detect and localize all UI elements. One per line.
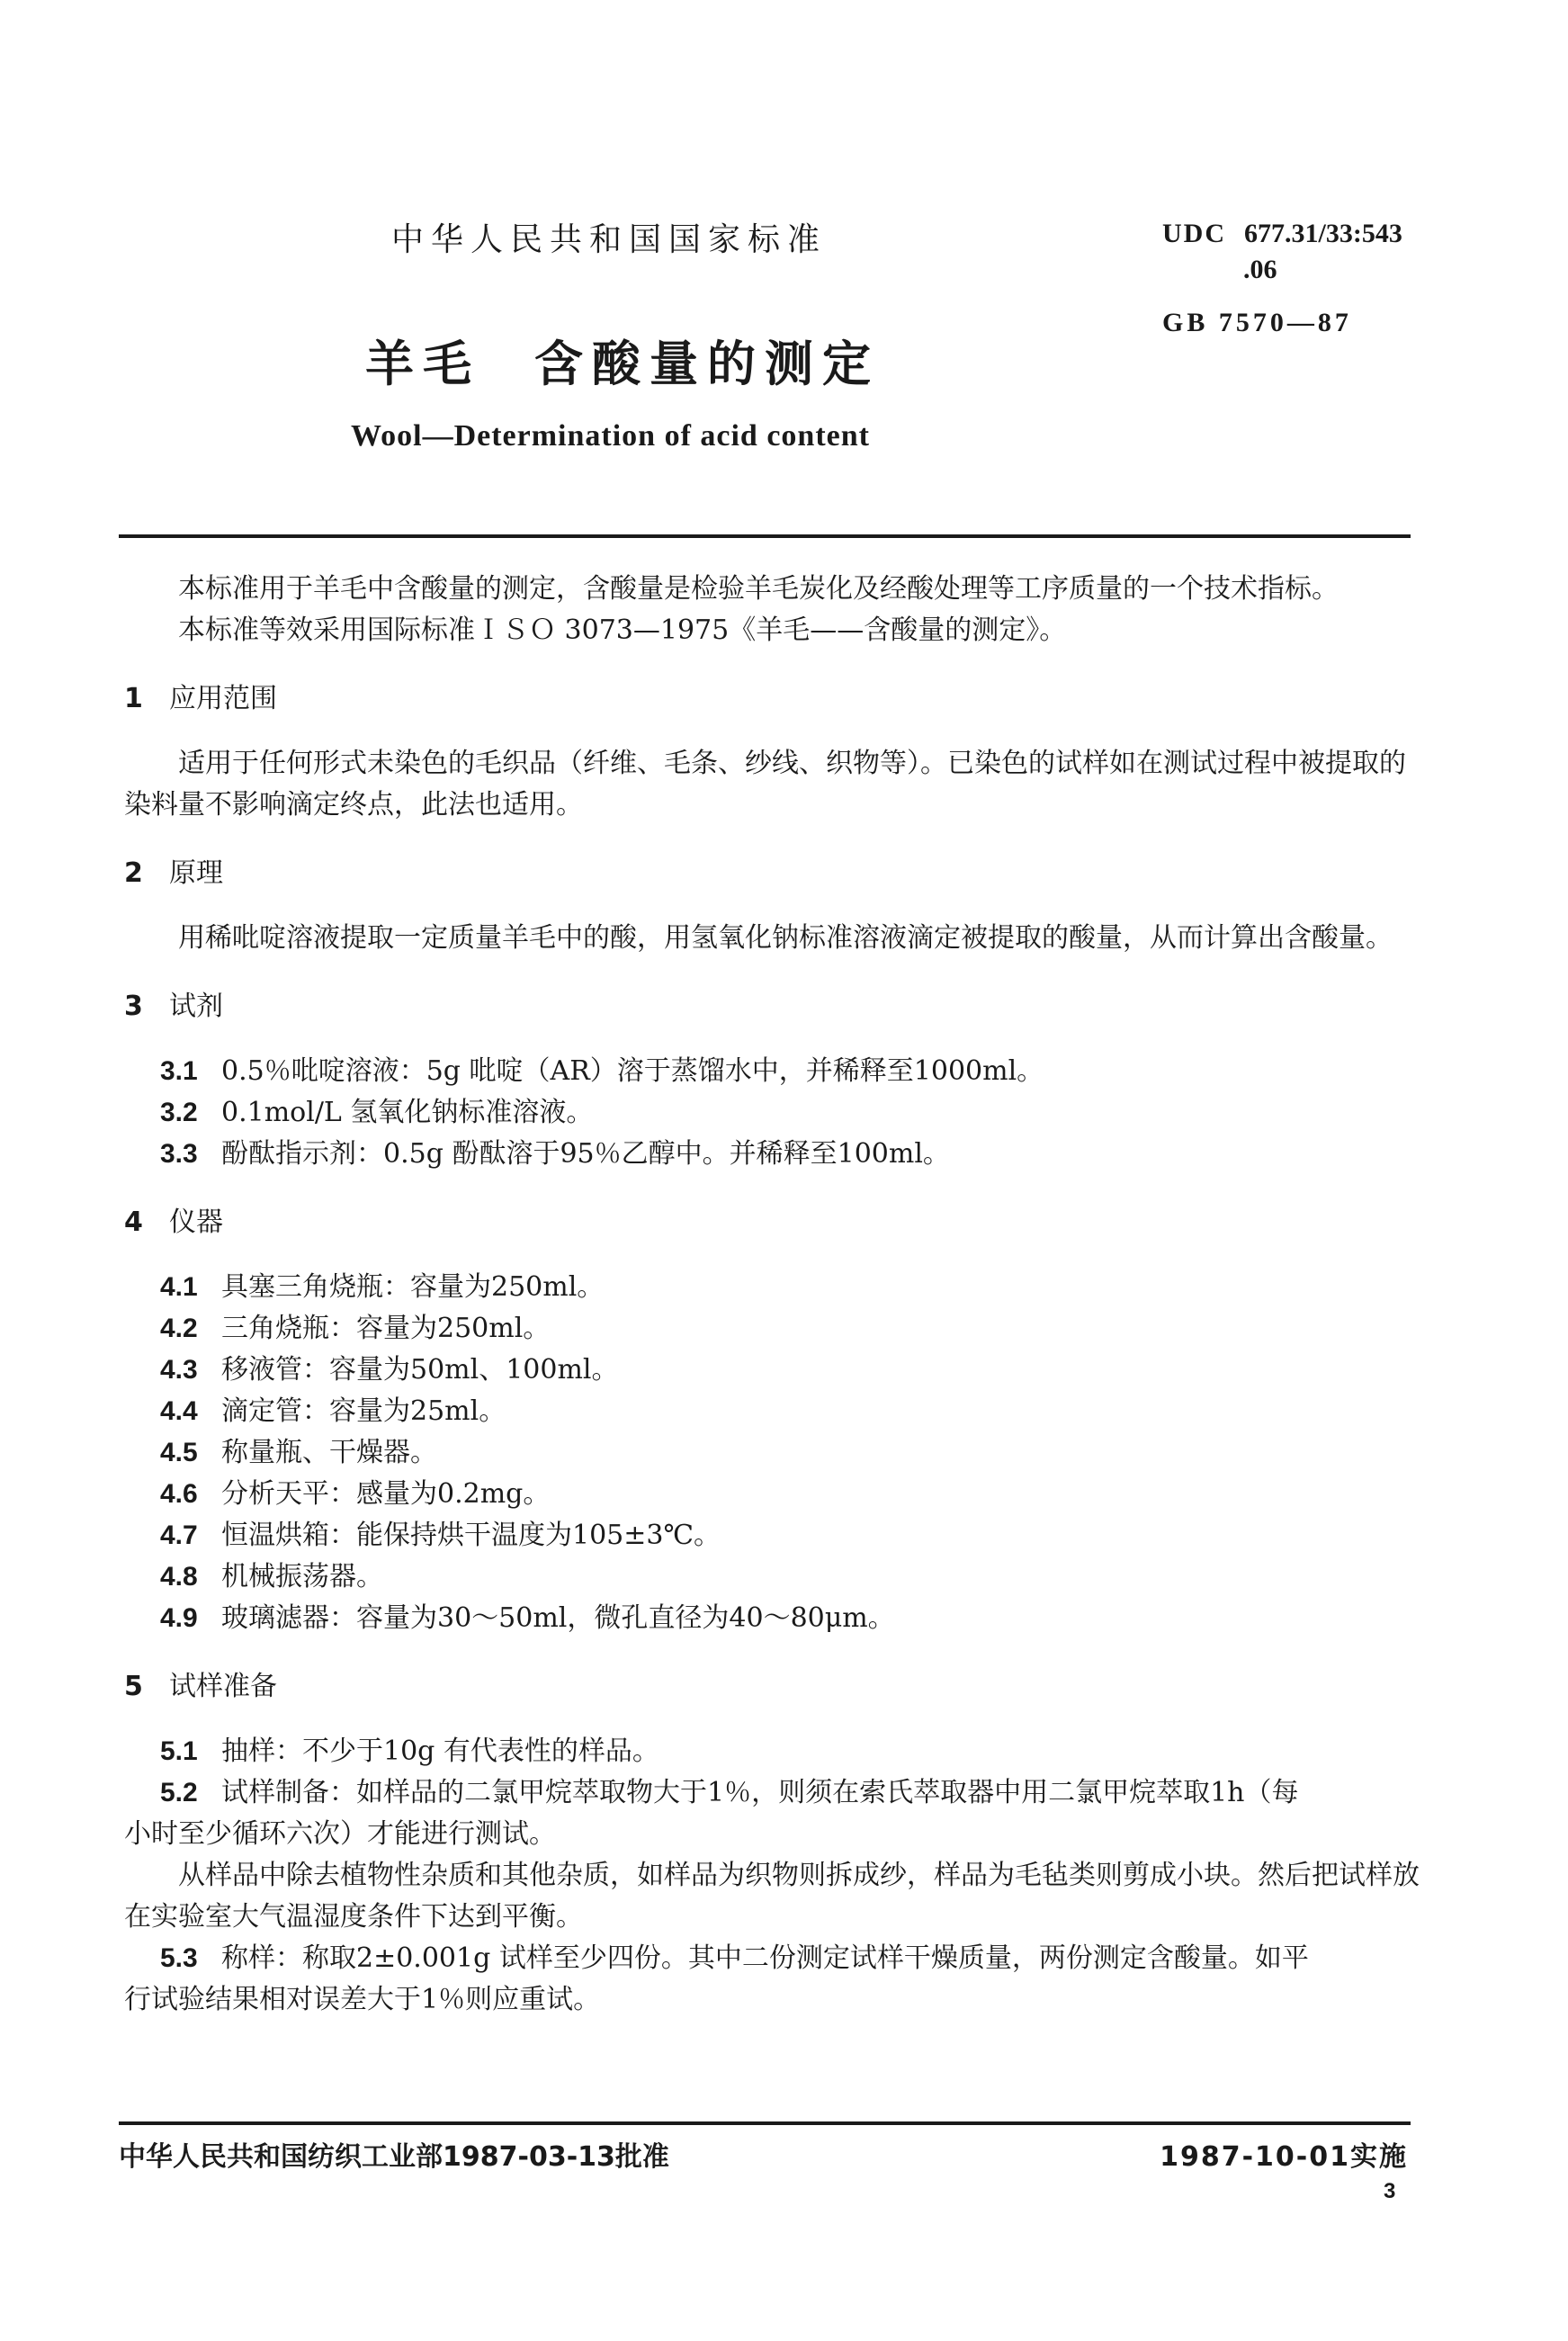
item-4-7: 4.7 恒温烘箱：能保持烘干温度为105±3℃。 [160,1520,721,1551]
item-4-1: 4.1 具塞三角烧瓶：容量为250ml。 [160,1271,605,1303]
document-title-en: Wool—Determination of acid content [351,419,870,453]
section-1-text: 适用于任何形式未染色的毛织品（纤维、毛条、纱线、织物等）。已染色的试样如在测试过程中被提取的染料量不影响滴定终点，此法也适用。 [124,748,1406,821]
title-cn-part1: 羊毛 [365,336,480,392]
intro-paragraph-1: 本标准用于羊毛中含酸量的测定，含酸量是检验羊毛炭化及经酸处理等工序质量的一个技术指标。 [178,573,1339,605]
item-3-1: 3.1 0.5％吡啶溶液：5g 吡啶（AR）溶于蒸馏水中，并稀释至1000ml。 [160,1055,1044,1087]
item-5-3-continuation: 行试验结果相对误差大于1％则应重试。 [124,1984,601,2015]
section-2-text: 用稀吡啶溶液提取一定质量羊毛中的酸，用氢氧化钠标准溶液滴定被提取的酸量，从而计算出含酸量。 [178,922,1393,954]
udc-label: UDC [1162,219,1226,248]
item-3-2: 3.2 0.1mol/L 氢氧化钠标准溶液。 [160,1097,594,1128]
document-body [124,569,1420,2021]
item-5-2: 5.2 试样制备：如样品的二氯甲烷萃取物大于1％，则须在索氏萃取器中用二氯甲烷萃取1h（每 [160,1777,1299,1808]
section-heading-4: 4 仪器 [124,1206,223,1238]
section-heading-5: 5 试样准备 [124,1671,277,1702]
item-5-3: 5.3 称样：称取2±0.001g 试样至少四份。其中二份测定试样干燥质量，两份测定含酸量。如平 [160,1942,1309,1974]
udc-code: 677.31/33:543 [1244,219,1402,248]
gb-standard-number: GB 7570—87 [1162,308,1352,337]
item-4-2: 4.2 三角烧瓶：容量为250ml。 [160,1313,551,1344]
item-5-2-continuation: 小时至少循环六次）才能进行测试。 [124,1818,556,1850]
udc-code-continuation: .06 [1243,255,1277,284]
section-heading-2: 2 原理 [124,857,223,889]
section-heading-1: 1 应用范围 [124,683,277,714]
item-4-5: 4.5 称量瓶、干燥器。 [160,1437,437,1468]
approval-line: 中华人民共和国纺织工业部1987-03-13批准 [119,2141,669,2173]
item-5-1: 5.1 抽样：不少于10g 有代表性的样品。 [160,1736,659,1767]
bottom-rule [119,2121,1411,2125]
item-4-8: 4.8 机械振荡器。 [160,1561,383,1592]
section-heading-3: 3 试剂 [124,991,223,1022]
item-4-3: 4.3 移液管：容量为50ml、100ml。 [160,1354,619,1386]
intro-paragraph-2: 本标准等效采用国际标准ＩＳＯ 3073—1975《羊毛——含酸量的测定》。 [178,614,1067,646]
item-4-4: 4.4 滴定管：容量为25ml。 [160,1395,506,1427]
document-title-cn [365,326,880,395]
implementation-date: 1987-10-01实施 [1160,2141,1408,2173]
udc-classification [1162,216,1402,288]
item-4-6: 4.6 分析天平：感量为0.2mg。 [160,1478,551,1510]
national-standard-header: 中华人民共和国国家标准 [391,221,828,258]
item-3-3: 3.3 酚酞指示剂：0.5g 酚酞溶于95％乙醇中。并稀释至100ml。 [160,1138,950,1170]
title-cn-part2: 含酸量的测定 [534,336,880,392]
item-4-9: 4.9 玻璃滤器：容量为30～50ml，微孔直径为40～80μm。 [160,1602,895,1634]
section-5-paragraph: 从样品中除去植物性杂质和其他杂质，如样品为织物则拆成纱，样品为毛毡类则剪成小块。然后把试样放在实验室大气温湿度条件下达到平衡。 [124,1860,1420,1933]
page-number: 3 [1384,2179,1396,2203]
top-rule [119,534,1411,538]
